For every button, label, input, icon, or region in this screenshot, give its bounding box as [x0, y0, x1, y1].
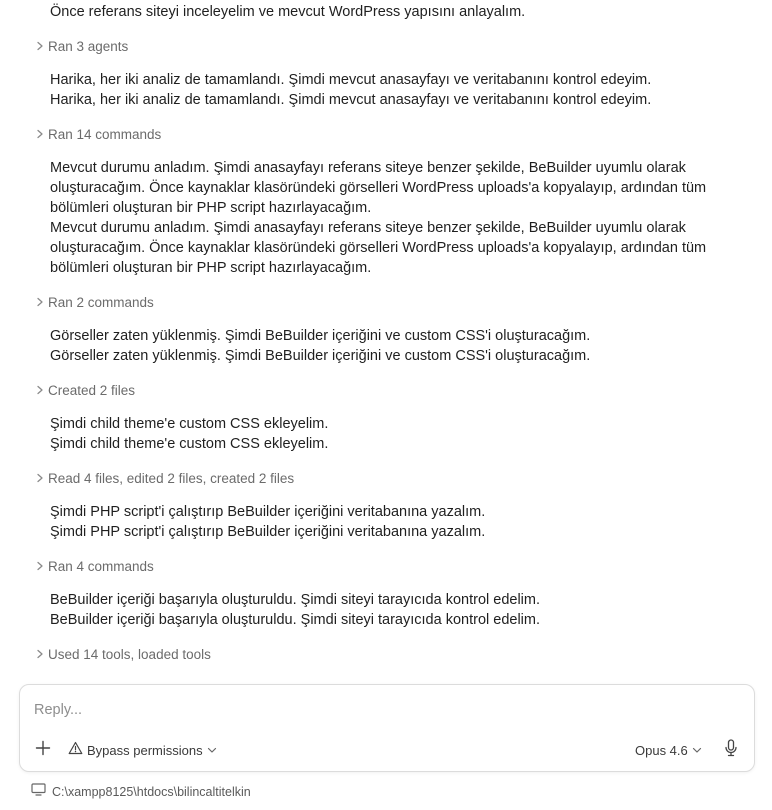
workspace-path[interactable]: [31, 782, 251, 802]
message-line: Harika, her iki analiz de tamamlandı. Şimdi mevcut anasayfayı ve veritabanını kontrol edeyim.: [50, 92, 652, 108]
permissions-label: Bypass permissions: [87, 742, 203, 758]
message-line: Görseller zaten yüklenmiş. Şimdi BeBuilder içeriğini ve custom CSS'i oluşturacağım.: [50, 348, 591, 364]
assistant-message: [50, 2, 750, 22]
chevron-right-icon: [32, 38, 48, 54]
chevron-right-icon: [32, 126, 48, 142]
plus-icon: [35, 740, 51, 761]
assistant-message: [50, 414, 750, 454]
step-toggle-read-edit-files[interactable]: [32, 468, 294, 488]
message-line: Şimdi PHP script'i çalıştırıp BeBuilder içeriğini veritabanına yazalım.: [50, 524, 486, 540]
microphone-icon: [724, 739, 738, 762]
step-label: Created 2 files: [48, 382, 136, 398]
step-toggle-ran-agents[interactable]: [32, 36, 128, 56]
message-line: Şimdi child theme'e custom CSS ekleyelim.: [50, 416, 329, 432]
message-line: Şimdi PHP script'i çalıştırıp BeBuilder içeriğini veritabanına yazalım.: [50, 504, 486, 520]
chevron-right-icon: [32, 294, 48, 310]
message-line: Şimdi child theme'e custom CSS ekleyelim.: [50, 436, 329, 452]
model-label: Opus 4.6: [635, 742, 688, 758]
message-line: Harika, her iki analiz de tamamlandı. Şimdi mevcut anasayfayı ve veritabanını kontrol edeyim.: [50, 72, 652, 88]
reply-composer: [19, 684, 755, 772]
step-label: Ran 14 commands: [48, 126, 162, 142]
chevron-right-icon: [32, 558, 48, 574]
message-line: BeBuilder içeriği başarıyla oluşturuldu. Şimdi siteyi tarayıcıda kontrol edelim.: [50, 592, 540, 608]
step-label: Ran 3 agents: [48, 38, 129, 54]
message-line: Mevcut durumu anladım. Şimdi anasayfayı referans siteye benzer şekilde, BeBuilder uyumlu olarak: [50, 220, 686, 236]
monitor-icon: [31, 783, 46, 801]
message-line: oluşturacağım. Önce kaynaklar klasöründeki görselleri WordPress uploads'a kopyalayıp, ardından tüm: [50, 180, 707, 196]
chevron-right-icon: [32, 470, 48, 486]
step-toggle-created-files[interactable]: [32, 380, 135, 400]
message-line: Mevcut durumu anladım. Şimdi anasayfayı referans siteye benzer şekilde, BeBuilder uyumlu olarak: [50, 160, 686, 176]
step-label: Read 4 files, edited 2 files, created 2 files: [48, 470, 295, 486]
message-line: BeBuilder içeriği başarıyla oluşturuldu. Şimdi siteyi tarayıcıda kontrol edelim.: [50, 612, 540, 628]
chevron-right-icon: [32, 646, 48, 662]
model-selector[interactable]: [635, 739, 702, 761]
reply-input[interactable]: [34, 699, 734, 721]
workspace-path-label: C:\xampp8125\htdocs\bilincaltitelkin: [52, 785, 251, 799]
assistant-message: [50, 502, 750, 542]
step-toggle-ran-commands[interactable]: [32, 124, 161, 144]
assistant-message: [50, 158, 750, 278]
step-toggle-used-tools[interactable]: [32, 644, 211, 664]
message-line: Önce referans siteyi inceleyelim ve mevcut WordPress yapısını anlayalım.: [50, 4, 526, 20]
message-line: oluşturacağım. Önce kaynaklar klasöründeki görselleri WordPress uploads'a kopyalayıp, ardından tüm: [50, 240, 707, 256]
message-line: bölümleri oluşturan bir PHP script hazırlayacağım.: [50, 200, 372, 216]
chevron-right-icon: [32, 382, 48, 398]
step-label: Ran 4 commands: [48, 558, 154, 574]
message-line: Görseller zaten yüklenmiş. Şimdi BeBuilder içeriğini ve custom CSS'i oluşturacağım.: [50, 328, 591, 344]
permissions-dropdown[interactable]: [68, 739, 217, 761]
message-line: bölümleri oluşturan bir PHP script hazırlayacağım.: [50, 260, 372, 276]
chevron-down-icon: [692, 741, 702, 759]
step-toggle-ran-commands[interactable]: [32, 556, 154, 576]
step-label: Ran 2 commands: [48, 294, 154, 310]
assistant-message: [50, 326, 750, 366]
add-button[interactable]: [32, 739, 54, 761]
assistant-message: [50, 590, 750, 630]
warning-triangle-icon: [68, 741, 83, 760]
microphone-button[interactable]: [720, 739, 742, 761]
assistant-message: [50, 70, 750, 110]
step-toggle-ran-commands[interactable]: [32, 292, 154, 312]
chevron-down-icon: [207, 741, 217, 759]
step-label: Used 14 tools, loaded tools: [48, 646, 211, 662]
